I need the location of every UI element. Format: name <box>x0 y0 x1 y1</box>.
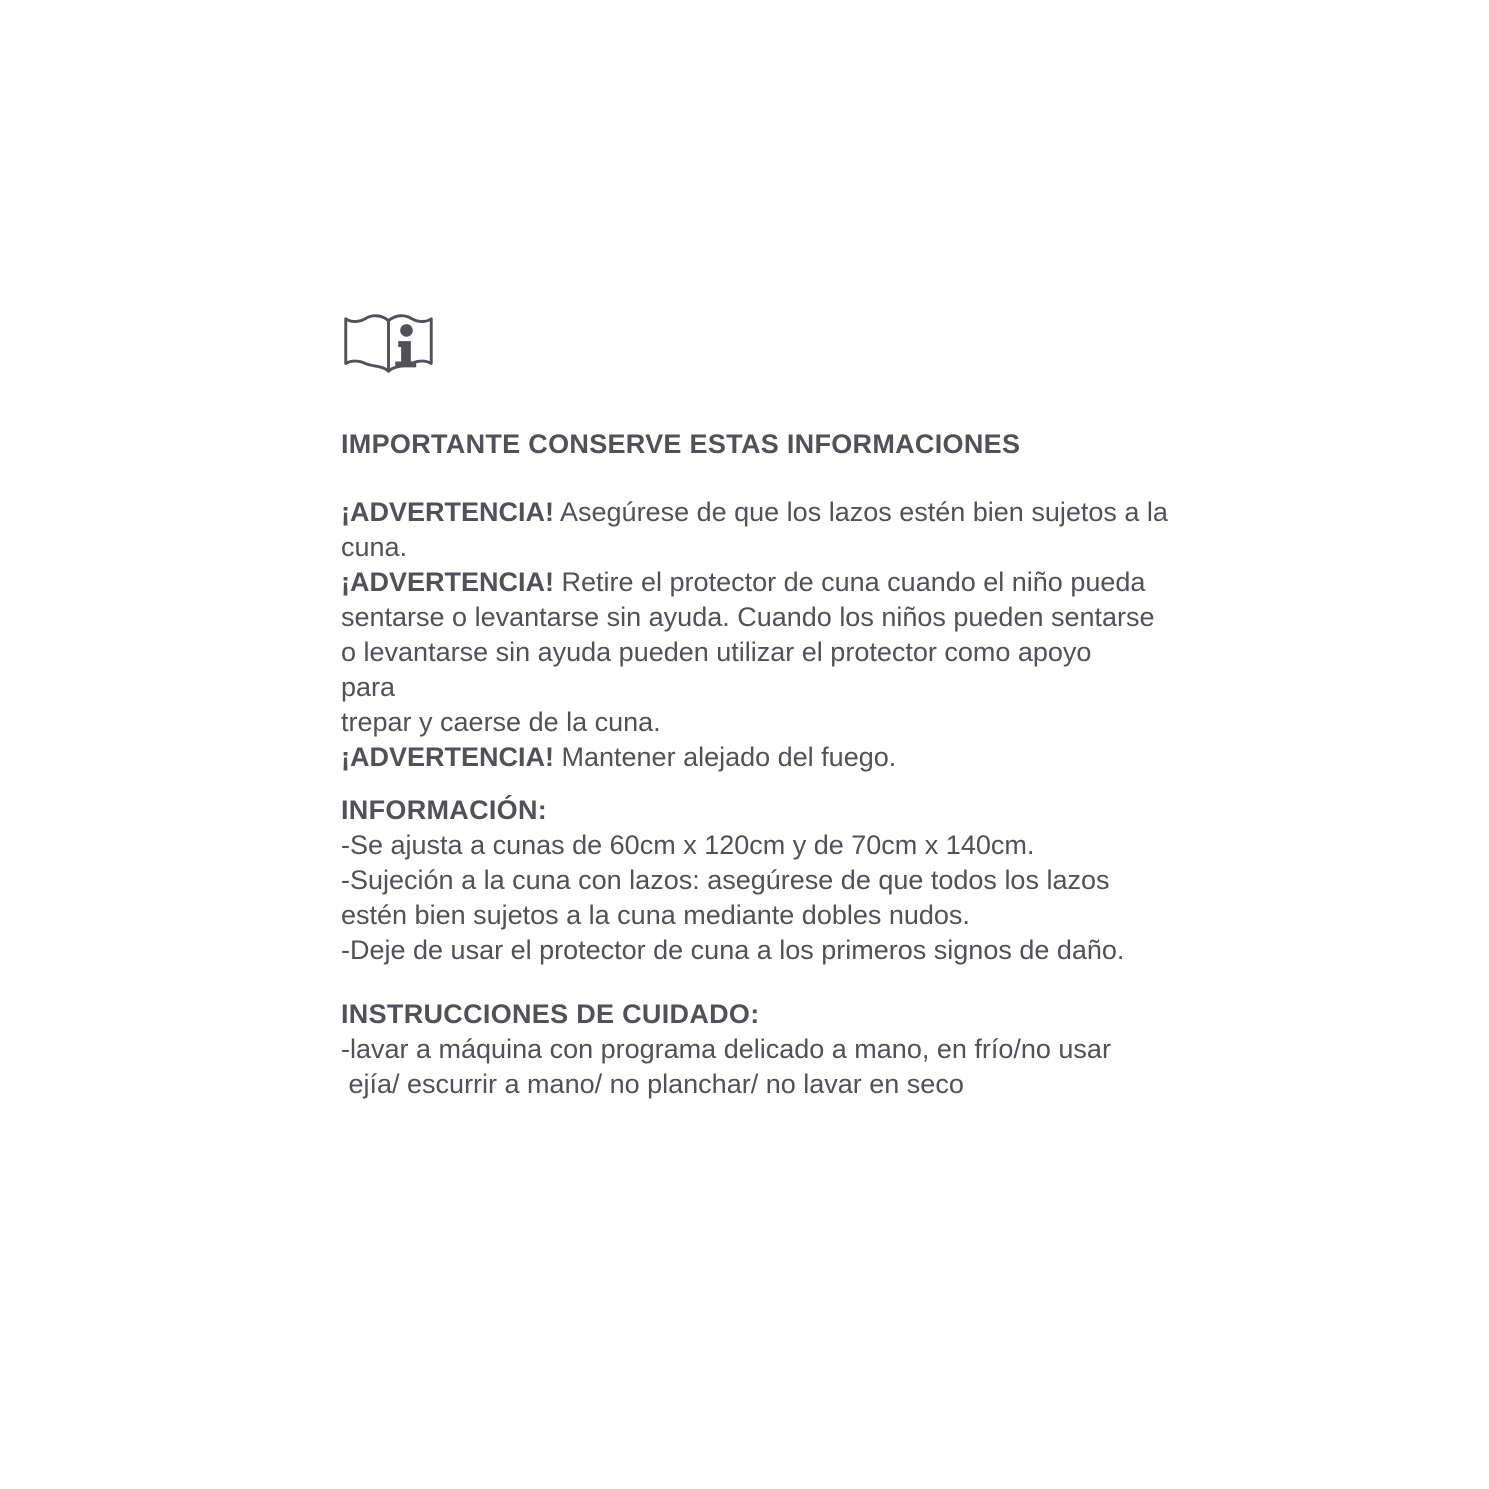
information-line: -Se ajusta a cunas de 60cm x 120cm y de 70cm x 140cm. <box>341 830 1035 860</box>
warning-line <box>341 635 1441 670</box>
information-line: -Sujeción a la cuna con lazos: asegúrese de que todos los lazos <box>341 865 1110 895</box>
care-instructions-section <box>341 997 1441 1102</box>
warning-label: ¡ADVERTENCIA! <box>341 497 554 527</box>
care-heading: INSTRUCCIONES DE CUIDADO: <box>341 999 760 1029</box>
read-instruction-manual-icon <box>341 366 436 383</box>
warning-line <box>341 495 1441 530</box>
warning-line <box>341 740 1441 775</box>
instruction-content <box>341 311 1441 1102</box>
page-title: IMPORTANTE CONSERVE ESTAS INFORMACIONES <box>341 429 1021 459</box>
warning-label: ¡ADVERTENCIA! <box>341 567 554 597</box>
information-line: -Deje de usar el protector de cuna a los primeros signos de daño. <box>341 935 1125 965</box>
warning-text: Asegúrese de que los lazos estén bien sujetos a la <box>554 497 1168 527</box>
care-line: ejía/ escurrir a mano/ no planchar/ no lavar en seco <box>341 1069 964 1099</box>
information-heading: INFORMACIÓN: <box>341 795 548 825</box>
care-line: -lavar a máquina con programa delicado a mano, en frío/no usar <box>341 1034 1111 1064</box>
warning-text: Mantener alejado del fuego. <box>554 742 897 772</box>
warning-line <box>341 565 1441 600</box>
information-section <box>341 793 1441 968</box>
warnings-section <box>341 495 1441 775</box>
icon-row <box>341 311 1441 379</box>
warning-text: sentarse o levantarse sin ayuda. Cuando los niños pueden sentarse <box>341 602 1155 632</box>
warning-label: ¡ADVERTENCIA! <box>341 742 554 772</box>
page-title-block <box>341 427 1441 462</box>
warning-text: cuna. <box>341 532 408 562</box>
information-line: estén bien sujetos a la cuna mediante dobles nudos. <box>341 900 970 930</box>
warning-text: para <box>341 672 396 702</box>
warning-line <box>341 670 1441 705</box>
warning-line <box>341 530 1441 565</box>
warning-line <box>341 705 1441 740</box>
warning-text: o levantarse sin ayuda pueden utilizar el protector como apoyo <box>341 637 1092 667</box>
warning-text: Retire el protector de cuna cuando el niño pueda <box>554 567 1146 597</box>
warning-line <box>341 600 1441 635</box>
warning-text: trepar y caerse de la cuna. <box>341 707 661 737</box>
